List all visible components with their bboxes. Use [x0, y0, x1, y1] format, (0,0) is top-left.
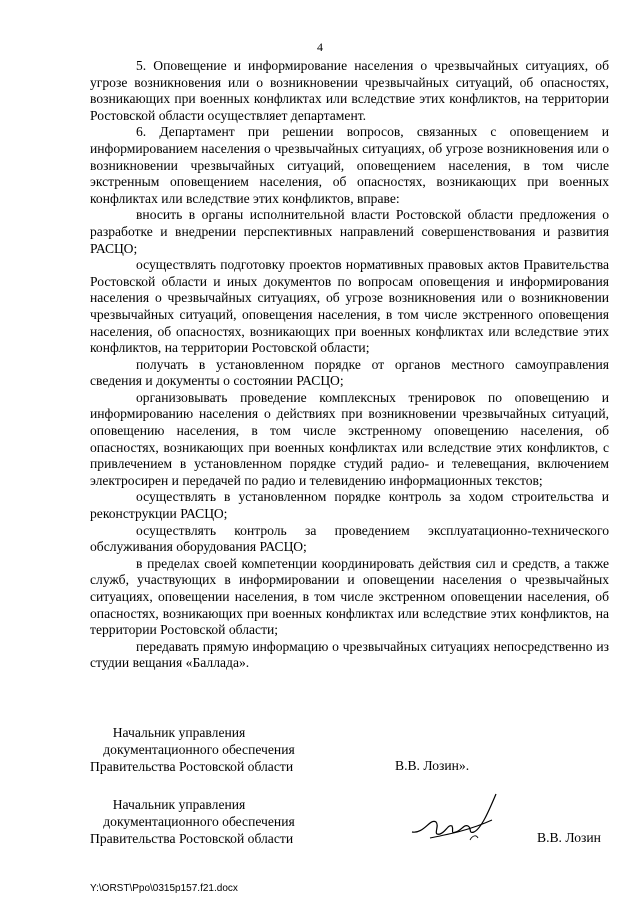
signature-2-name: В.В. Лозин — [537, 830, 601, 845]
right-item-proposals: вносить в органы исполнительной власти Ростовской области предложения о разработке и внедрении перспективных направлений совершенствования и развития РАСЦО; — [90, 207, 609, 256]
right-item-broadcast: передавать прямую информацию о чрезвычайных ситуациях непосредственно из студии вещания «Баллада». — [90, 638, 609, 671]
right-item-draft-acts: осуществлять подготовку проектов нормативных правовых актов Правительства Ростовской области и иных документов по вопросам оповещения и информирования населения о чрезвычайных ситуациях, об угрозе возникновения или о возникновении чрезвычайных ситуаций, оповещения населения, в том числе экстренного оповещения населения, об опасностях, возникающих при военных конфликтах или вследствие этих конфликтов, на территории Ростовской области; — [90, 257, 609, 356]
signature-1-line-2: документационного обеспечения — [103, 742, 295, 757]
right-item-maintenance-control: осуществлять контроль за проведением эксплуатационно-технического обслуживания оборудования РАСЦО; — [90, 522, 609, 555]
paragraph-5: 5. Оповещение и информирование населения о чрезвычайных ситуациях, об угрозе возникновения или о возникновении чрезвычайных ситуаций, об опасностях, возникающих при военных конфликтах или вследствие этих конфликтов, на территории Ростовской области осуществляет департамент. — [90, 58, 609, 123]
right-item-coordination: в пределах своей компетенции координировать действия сил и средств, а также служб, участвующих в информировании и оповещении населения о чрезвычайных ситуациях, оповещении населения, в том числе экстренном оповещении населения, об опасностях, возникающих при военных конфликтах или вследствие этих конфликтов, на территории Ростовской области; — [90, 555, 609, 638]
right-item-trainings: организовывать проведение комплексных тренировок по оповещению и информированию населения о действиях при возникновении чрезвычайных ситуаций, оповещению населения, в том числе экстренному оповещению населения, об опасностях, возникающих при военных конфликтах или вследствие этих конфликтов, с привлечением в установленном порядке студий радио- и телевещания, включением электросирен и передачей по радио и телевидению информационных текстов; — [90, 389, 609, 488]
right-item-receive-info: получать в установленном порядке от органов местного самоуправления сведения и документы о состоянии РАСЦО; — [90, 356, 609, 389]
paragraph-6: 6. Департамент при решении вопросов, связанных с оповещением и информированием населения о чрезвычайных ситуациях, об угрозе возникновения или о возникновении чрезвычайных ситуаций, оповещением населения, в том числе экстренным оповещением населения, об опасностях, возникающих при военных конфликтах или вследствие этих конфликтов, вправе: — [90, 124, 609, 206]
document-body — [90, 58, 609, 672]
signature-1-name: В.В. Лозин». — [395, 758, 470, 773]
signature-1-line-1: Начальник управления — [112, 725, 246, 740]
signature-1-line-3: Правительства Ростовской области — [90, 759, 294, 774]
signature-block-1 — [90, 724, 308, 775]
page-number: 4 — [317, 40, 323, 54]
right-item-construction-control: осуществлять в установленном порядке контроль за ходом строительства и реконструкции РАСЦО; — [90, 489, 609, 522]
signature-2-line-2: документационного обеспечения — [103, 814, 295, 829]
signature-2-line-3: Правительства Ростовской области — [90, 831, 294, 846]
signature-block-2 — [90, 796, 308, 847]
file-path-footer: Y:\ORST\Ppo\0315p157.f21.docx — [90, 883, 238, 894]
signature-2-line-1: Начальник управления — [112, 797, 246, 812]
handwritten-signature — [410, 790, 510, 850]
